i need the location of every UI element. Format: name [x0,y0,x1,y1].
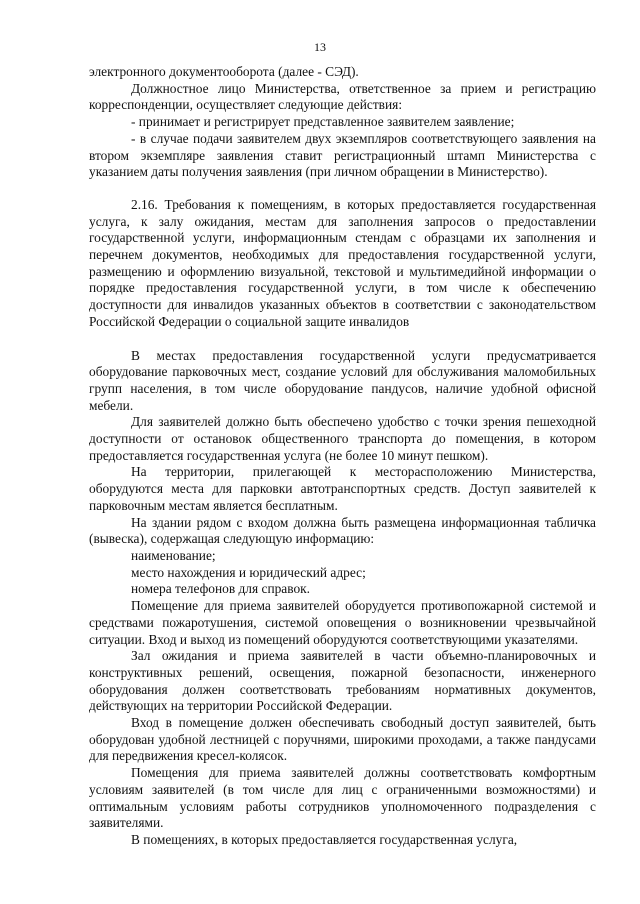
paragraph-parking-territory: На территории, прилегающей к месторасположению Министерства, оборудуются места для парковки автотранспортных средств. Доступ заявителей к парковочным местам является бесплатным. [89,464,596,513]
paragraph-signboard: На здании рядом с входом должна быть размещена информационная табличка (вывеска), содержащая следующую информацию: [89,514,596,547]
paragraph-sed: электронного документооборота (далее - СЭД). [89,64,359,79]
list-item-phones: номера телефонов для справок. [131,581,311,597]
section-2-16-heading: 2.16. Требования к помещениям, в которых предоставляется государственная услуга, к залу ожидания, местам для заполнения запросов о предоставлении государственной услуги, информационным стендам с образцами их заполнения и перечнем документов, необходимых для предоставления государственной услуги, размещению и оформлению визуальной, текстовой и мультимедийной информации о порядке предоставления государственной услуги, в том числе к обеспечению доступности для инвалидов указанных объектов в соответствии с законодательством Российской Федерации о социальной защите инвалидов [89,196,596,329]
paragraph-pedestrian-access: Для заявителей должно быть обеспечено удобство с точки зрения пешеходной доступности от остановок общественного транспорта до помещения, в котором предоставляется государственная услуга (не более 10 минут пешком). [89,414,596,463]
document-body [89,64,596,849]
list-item-stamp: - в случае подачи заявителем двух экземпляров соответствующего заявления на втором экземпляре заявления ставит регистрационный штамп Министерства с указанием даты получения заявления (при личном обращении в Министерство). [89,130,596,180]
page-number: 13 [314,40,326,54]
list-item-name: наименование; [131,547,216,563]
paragraph-parking-equipment: В местах предоставления государственной услуги предусматривается оборудование парковочных мест, создание условий для обслуживания маломобильных групп населения, в том числе оборудование пандусов, наличие удобной офисной мебели. [89,347,596,413]
paragraph-waiting-hall: Зал ожидания и приема заявителей в части объемно-планировочных и конструктивных решений, освещения, пожарной безопасности, инженерного оборудования должен соответствовать требованиям нормативных документов, действующих на территории Российской Федерации. [89,648,596,714]
paragraph-premises: В помещениях, в которых предоставляется государственная услуга, [131,831,518,847]
list-item-register: - принимает и регистрирует представленное заявителем заявление; [131,114,515,130]
list-item-address: место нахождения и юридический адрес; [131,564,366,580]
paragraph-fire-safety: Помещение для приема заявителей оборудуется противопожарной системой и средствами пожаротушения, системой оповещения о возникновении чрезвычайной ситуации. Вход и выход из помещений оборудуются соответствующими указателями. [89,598,596,647]
paragraph-entrance: Вход в помещение должен обеспечивать свободный доступ заявителей, быть оборудован удобной лестницей с поручнями, широкими проходами, а также пандусами для передвижения кресел-колясок. [89,715,596,764]
paragraph-official-duties: Должностное лицо Министерства, ответственное за прием и регистрацию корреспонденции, осуществляет следующие действия: [89,80,596,113]
paragraph-reception-rooms: Помещения для приема заявителей должны соответствовать комфортным условиям заявителей (в том числе для лиц с ограниченными возможностями) и оптимальным условиям работы сотрудников уполномоченного подразделения с заявителями. [89,765,596,831]
